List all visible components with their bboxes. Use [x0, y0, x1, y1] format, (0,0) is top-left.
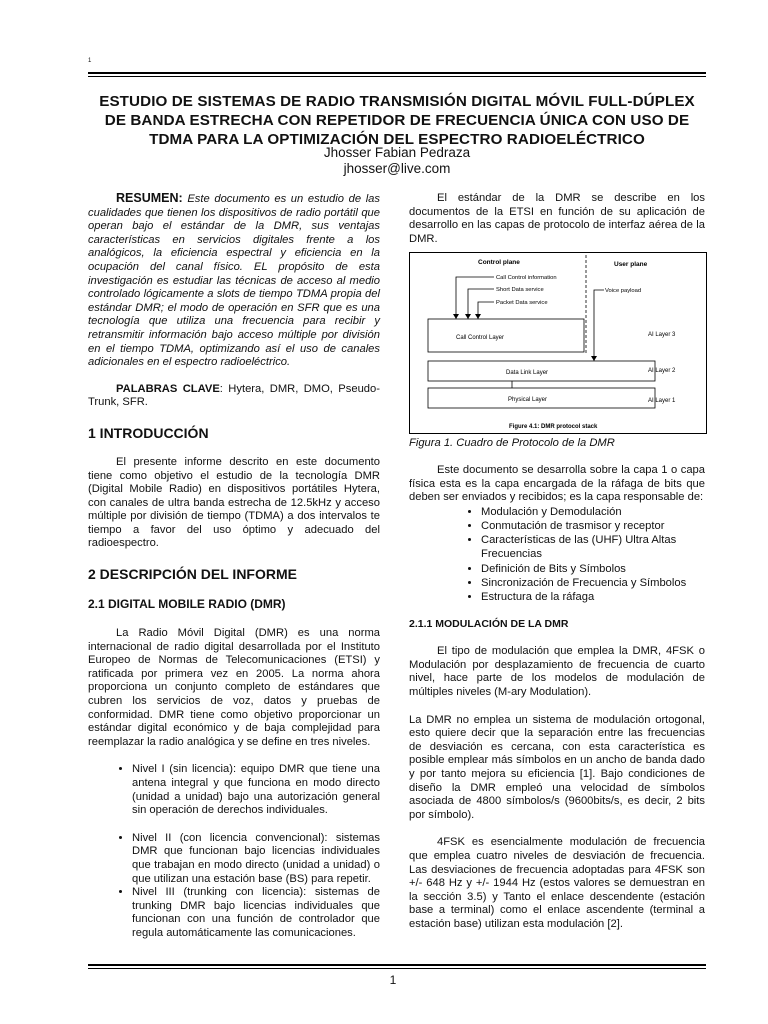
call-control-layer-label: Call Control Layer	[456, 335, 505, 341]
responsibilities-list	[409, 505, 705, 604]
abstract-label: RESUMEN:	[116, 191, 183, 205]
keywords-text: : Hytera, DMR, DMO, Pseudo-Trunk, SFR.	[88, 382, 380, 409]
abstract	[88, 192, 380, 370]
list-item: • Definición de Bits y Símbolos	[481, 562, 705, 576]
capa-paragraph: Este documento se desarrolla sobre la capa 1 o capa física esta es la capa encargada de la ráfaga de bits que deben ser enviados y recibidos; es la capa responsable de:	[409, 464, 705, 504]
figure-caption: Figura 1. Cuadro de Protocolo de la DMR	[409, 437, 615, 449]
top-rule-thin	[88, 76, 706, 77]
heading-introduccion: 1 INTRODUCCIÓN	[88, 424, 209, 441]
dmr-paragraph: La Radio Móvil Digital (DMR) es una norma internacional de radio digital desarrollada por el Instituto Europeo de Normas de Telecomunicaciones (ETSI) y ratificada por primera vez en 2005. La norma ahora proporciona un conjunto completo de estándares que cubren los servicios de voz, datos y pruebas de conformidad. DMR tiene como objetivo proporcionar un estándar digital económico y de baja complejidad para reemplazar la radio analógica y se define en tres niveles.	[88, 627, 380, 748]
list-item: • Conmutación de trasmisor y receptor	[481, 519, 705, 533]
fsk-paragraph: 4FSK es esencialmente modulación de frecuencia que emplea cuatro niveles de desviación de frecuencia. Las desviaciones de frecuencia adoptadas para 4FSK son +/- 648 Hz y +/- 1944 Hz (estos valores se demuestran en la sección 3.5) y Tanto el enlace descendente (estación base a terminal) como el enlace ascendente (terminal a estación base) utilizan esta modulación [2].	[409, 836, 705, 930]
control-plane-label: Control plane	[478, 259, 520, 266]
call-control-layer-box	[428, 319, 584, 352]
short-data-arrow	[468, 289, 494, 319]
short-data-label: Short Data service	[496, 287, 544, 293]
author-name: Jhosser Fabian Pedraza	[323, 145, 471, 160]
list-item: • Características de las (UHF) Ultra Altas Frecuencias	[481, 533, 705, 561]
title-line-1: ESTUDIO DE SISTEMAS DE RADIO TRANSMISIÓN DIGITAL MÓVIL FULL-DÚPLEX	[99, 93, 695, 110]
packet-data-arrow	[478, 302, 494, 319]
ai-layer-1-label: AI Layer 1	[648, 398, 676, 404]
header-mark: 1	[88, 58, 92, 64]
packet-data-label: Packet Data service	[496, 300, 548, 306]
etsi-paragraph: El estándar de la DMR se describe en los documentos de la ETSI en función de su aplicación de desarrollo en las capas de protocolo de interfaz aérea de la DMR.	[409, 192, 705, 245]
keywords	[88, 383, 380, 410]
protocol-stack-diagram	[410, 253, 706, 433]
title-line-3: TDMA PARA LA OPTIMIZACIÓN DEL ESPECTRO RADIOELÉCTRICO	[149, 131, 645, 148]
bottom-rule	[88, 964, 706, 966]
ai-layer-2-label: AI Layer 2	[648, 368, 676, 374]
physical-layer-label: Physical Layer	[508, 397, 548, 403]
orthogonal-paragraph: La DMR no emplea un sistema de modulación ortogonal, esto quiere decir que la separación entre las frecuencias de desviación es cercana, con esta característica es posible emplear más símbolos en un ancho de banda dado y por tanto mejora su eficiencia [1]. Bajo condiciones de diseño la DMR empleó una velocidad de símbolos asociada de 4800 símbolos/s (9600bits/s, es decir, 2 bits por símbolo).	[409, 713, 705, 821]
right-column-bottom	[409, 464, 705, 931]
intro-paragraph: El presente informe descrito en este documento tiene como objetivo el estudio de la tecnología DMR (Digital Mobile Radio) en dispositivos portátiles Hytera, con canales de ultra banda estrecha de 12.5kHz y acceso múltiple por división de tiempo (TDMA) a dos intervalos te tiempo a favor del uso óptimo y adecuado del radioespectro.	[88, 455, 380, 550]
figure-title: Figure 4.1: DMR protocol stack	[509, 424, 598, 430]
modulation-paragraph: El tipo de modulación que emplea la DMR, 4FSK o Modulación por desplazamiento de frecuencia de cuarto nivel, hace parte de los modelos de modulación de múltiples niveles (M-ary Modulation).	[409, 645, 705, 698]
heading-modulacion: 2.1.1 MODULACIÓN DE LA DMR	[409, 618, 569, 631]
list-item: • Nivel II (con licencia convencional): sistemas DMR que funcionan bajo licencias individuales que trabajan en modo directo (unidad a unidad) o que utilizan una estación base (BS) para repetir.	[132, 832, 380, 886]
left-column	[88, 192, 380, 941]
right-column-top	[409, 192, 705, 246]
abstract-text: Este documento es un estudio de las cualidades que tienen los dispositivos de radio portátil que operan bajo el estándar de la DMR, sus ventajas características en servicios digitales frente a los analógicos, la eficiencia espectral y eficiencia en la ocupación del canal físico. EL propósito de esta investigación es estudiar las técnicas de acceso al medio controlado lógicamente a slots de tiempo TDMA propia del estándar DMR; el modo de operación en SFR que es una tecnología que utiliza una frecuencia para recibir y retransmitir información bajo acceso múltiple por división en el tiempo TDMA, optimizando así el uso de canales adicionales en el espectro radioeléctrico.	[88, 193, 380, 369]
levels-list	[88, 763, 380, 940]
list-item: • Sincronización de Frecuencia y Símbolos	[481, 576, 705, 590]
voice-payload-label: Voice payload	[605, 288, 642, 294]
call-control-arrow	[456, 277, 494, 319]
call-control-info-label: Call Control information	[496, 275, 557, 281]
list-item: • Nivel I (sin licencia): equipo DMR que tiene una antena integral y que funciona en modo directo (unidad a unidad) bajo una autorización general sin operación de derechos individuales.	[132, 763, 380, 817]
page-number: 1	[389, 973, 397, 987]
voice-payload-arrow	[594, 290, 604, 361]
bottom-rule-thin	[88, 968, 706, 969]
top-rule	[88, 72, 706, 74]
author-email: jhosser@live.com	[343, 161, 451, 176]
protocol-figure	[409, 252, 707, 434]
user-plane-label: User plane	[614, 261, 648, 268]
heading-descripcion: 2 DESCRIPCIÓN DEL INFORME	[88, 566, 297, 583]
list-item: • Nivel III (trunking con licencia): sistemas de trunking DMR bajo licencias individuales que funcionan con una función de controlador que regula automáticamente las comunicaciones.	[132, 886, 380, 940]
heading-dmr: 2.1 DIGITAL MOBILE RADIO (DMR)	[88, 597, 286, 612]
keywords-label: PALABRAS CLAVE	[116, 382, 220, 395]
arrowheads	[453, 314, 481, 319]
list-item: • Modulación y Demodulación	[481, 505, 705, 519]
list-item: • Estructura de la ráfaga	[481, 590, 705, 604]
paper-title	[88, 92, 706, 149]
title-line-2: DE BANDA ESTRECHA CON REPETIDOR DE FRECUENCIA ÚNICA CON USO DE	[104, 112, 690, 129]
ai-layer-3-label: AI Layer 3	[648, 332, 676, 338]
voice-arrowhead	[591, 356, 597, 361]
data-link-layer-label: Data Link Layer	[506, 370, 549, 376]
